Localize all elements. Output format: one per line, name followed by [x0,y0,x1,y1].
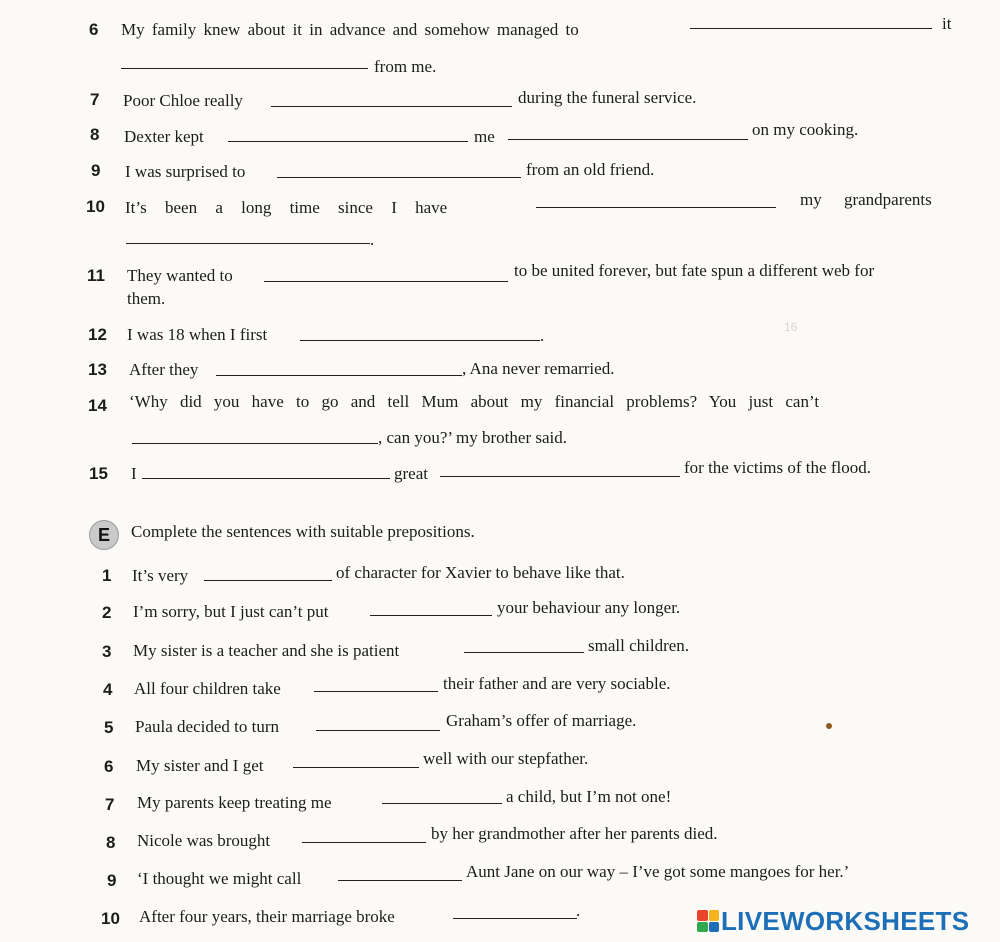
answer-blank[interactable] [216,375,462,376]
item-number: 10 [86,197,105,216]
sentence-text: me [474,127,495,146]
sentence-text: After they [129,360,199,379]
answer-blank[interactable] [300,340,540,341]
item-number: 6 [89,20,99,39]
answer-blank[interactable] [440,476,680,477]
item-number: 8 [106,833,116,852]
answer-input[interactable] [228,123,468,140]
answer-input[interactable] [142,460,390,477]
answer-input[interactable] [216,357,462,374]
liveworksheets-logo[interactable] [697,906,969,936]
item-number: 7 [90,90,100,109]
answer-input[interactable] [302,824,426,841]
answer-input[interactable] [453,900,577,917]
section-badge: E [89,520,119,550]
item-number: 6 [104,757,114,776]
sentence-text: Nicole was brought [137,831,271,850]
answer-blank[interactable] [204,580,332,581]
ink-dot [826,723,832,729]
answer-blank[interactable] [228,141,468,142]
answer-input[interactable] [690,10,932,27]
answer-blank[interactable] [132,443,378,444]
answer-blank[interactable] [314,691,438,692]
item-number: 4 [103,680,113,699]
sentence-text: They wanted to [127,266,233,285]
bleed-through-mark: 16 [784,320,798,334]
answer-blank[interactable] [536,207,776,208]
item-number: 8 [90,125,100,144]
item-number: 7 [105,795,115,814]
answer-input[interactable] [271,88,512,105]
item-number: 5 [104,718,114,737]
sentence-text: Poor Chloe really [123,91,243,110]
section-instruction: Complete the sentences with suitable prepositions. [131,522,475,541]
answer-blank[interactable] [126,243,370,244]
sentence-text: well with our stepfather. [423,749,589,768]
answer-blank[interactable] [142,478,390,479]
answer-input[interactable] [264,263,508,280]
sentence-text: great [394,464,428,483]
sentence-text: I’m sorry, but I just can’t put [133,602,329,621]
item-number: 10 [101,909,120,928]
sentence-text: My sister is a teacher and she is patient [133,641,400,660]
item-number: 13 [88,360,107,379]
sentence-text: them. [127,289,166,308]
sentence-text: from me. [374,57,437,76]
sentence-text: It’s been a long time since I have [125,198,448,217]
sentence-text: for the victims of the flood. [684,458,871,477]
sentence-text: to be united forever, but fate spun a different web for [514,261,875,280]
item-number: 9 [91,161,101,180]
answer-input[interactable] [382,785,502,802]
sentence-text: from an old friend. [526,160,655,179]
sentence-text: your behaviour any longer. [497,598,681,617]
sentence-text: , can you?’ my brother said. [378,428,567,447]
answer-input[interactable] [338,862,462,879]
sentence-text: I was 18 when I first [127,325,268,344]
answer-blank[interactable] [271,106,512,107]
logo-mark-icon [697,910,719,932]
sentence-text: My sister and I get [136,756,264,775]
sentence-text: during the funeral service. [518,88,697,107]
answer-input[interactable] [440,458,680,475]
answer-input[interactable] [204,562,332,579]
item-number: 3 [102,642,112,661]
answer-blank[interactable] [277,177,521,178]
sentence-text: a child, but I’m not one! [506,787,672,806]
answer-input[interactable] [121,50,368,67]
answer-input[interactable] [132,425,378,442]
item-number: 2 [102,603,112,622]
answer-input[interactable] [300,322,540,339]
sentence-text: my grandparents [800,190,932,209]
sentence-text: ‘Why did you have to go and tell Mum about my financial problems? You just can’t [129,392,820,411]
answer-input[interactable] [316,712,440,729]
item-number: 14 [88,396,107,415]
answer-blank[interactable] [293,767,419,768]
answer-blank[interactable] [508,139,748,140]
sentence-text: . [540,326,545,345]
sentence-text: their father and are very sociable. [443,674,671,693]
sentence-text: Dexter kept [124,127,204,146]
item-number: 15 [89,464,108,483]
sentence-text: it [942,14,952,33]
answer-input[interactable] [508,121,748,138]
sentence-text: of character for Xavier to behave like that. [336,563,625,582]
answer-blank[interactable] [690,28,932,29]
sentence-text: , Ana never remarried. [462,359,615,378]
answer-input[interactable] [126,225,370,242]
answer-input[interactable] [277,159,521,176]
answer-blank[interactable] [464,652,584,653]
sentence-text: I [131,464,137,483]
sentence-text: After four years, their marriage broke [139,907,395,926]
sentence-text: All four children take [134,679,281,698]
answer-blank[interactable] [121,68,368,69]
answer-blank[interactable] [453,918,577,919]
sentence-text: Graham’s offer of marriage. [446,711,637,730]
answer-blank[interactable] [302,842,426,843]
sentence-text: Aunt Jane on our way – I’ve got some mangoes for her.’ [466,862,850,881]
sentence-text: . [576,901,581,920]
answer-input[interactable] [370,597,492,614]
answer-blank[interactable] [370,615,492,616]
answer-blank[interactable] [382,803,502,804]
sentence-text: ‘I thought we might call [137,869,302,888]
answer-input[interactable] [536,189,776,206]
sentence-text: Paula decided to turn [135,717,279,736]
logo-text: LIVEWORKSHEETS [721,905,970,936]
item-number: 1 [102,566,112,585]
sentence-text: by her grandmother after her parents died. [431,824,718,843]
sentence-text: on my cooking. [752,120,859,139]
sentence-text: My parents keep treating me [137,793,332,812]
sentence-text: It’s very [132,566,189,585]
sentence-text: I was surprised to [125,162,246,181]
item-number: 9 [107,871,117,890]
answer-input[interactable] [464,634,584,651]
sentence-text: small children. [588,636,690,655]
sentence-text: My family knew about it in advance and somehow managed to [121,20,579,39]
item-number: 11 [87,266,105,285]
answer-blank[interactable] [338,880,462,881]
answer-blank[interactable] [316,730,440,731]
answer-input[interactable] [293,749,419,766]
answer-input[interactable] [314,673,438,690]
answer-blank[interactable] [264,281,508,282]
sentence-text: . [370,230,375,249]
item-number: 12 [88,325,107,344]
